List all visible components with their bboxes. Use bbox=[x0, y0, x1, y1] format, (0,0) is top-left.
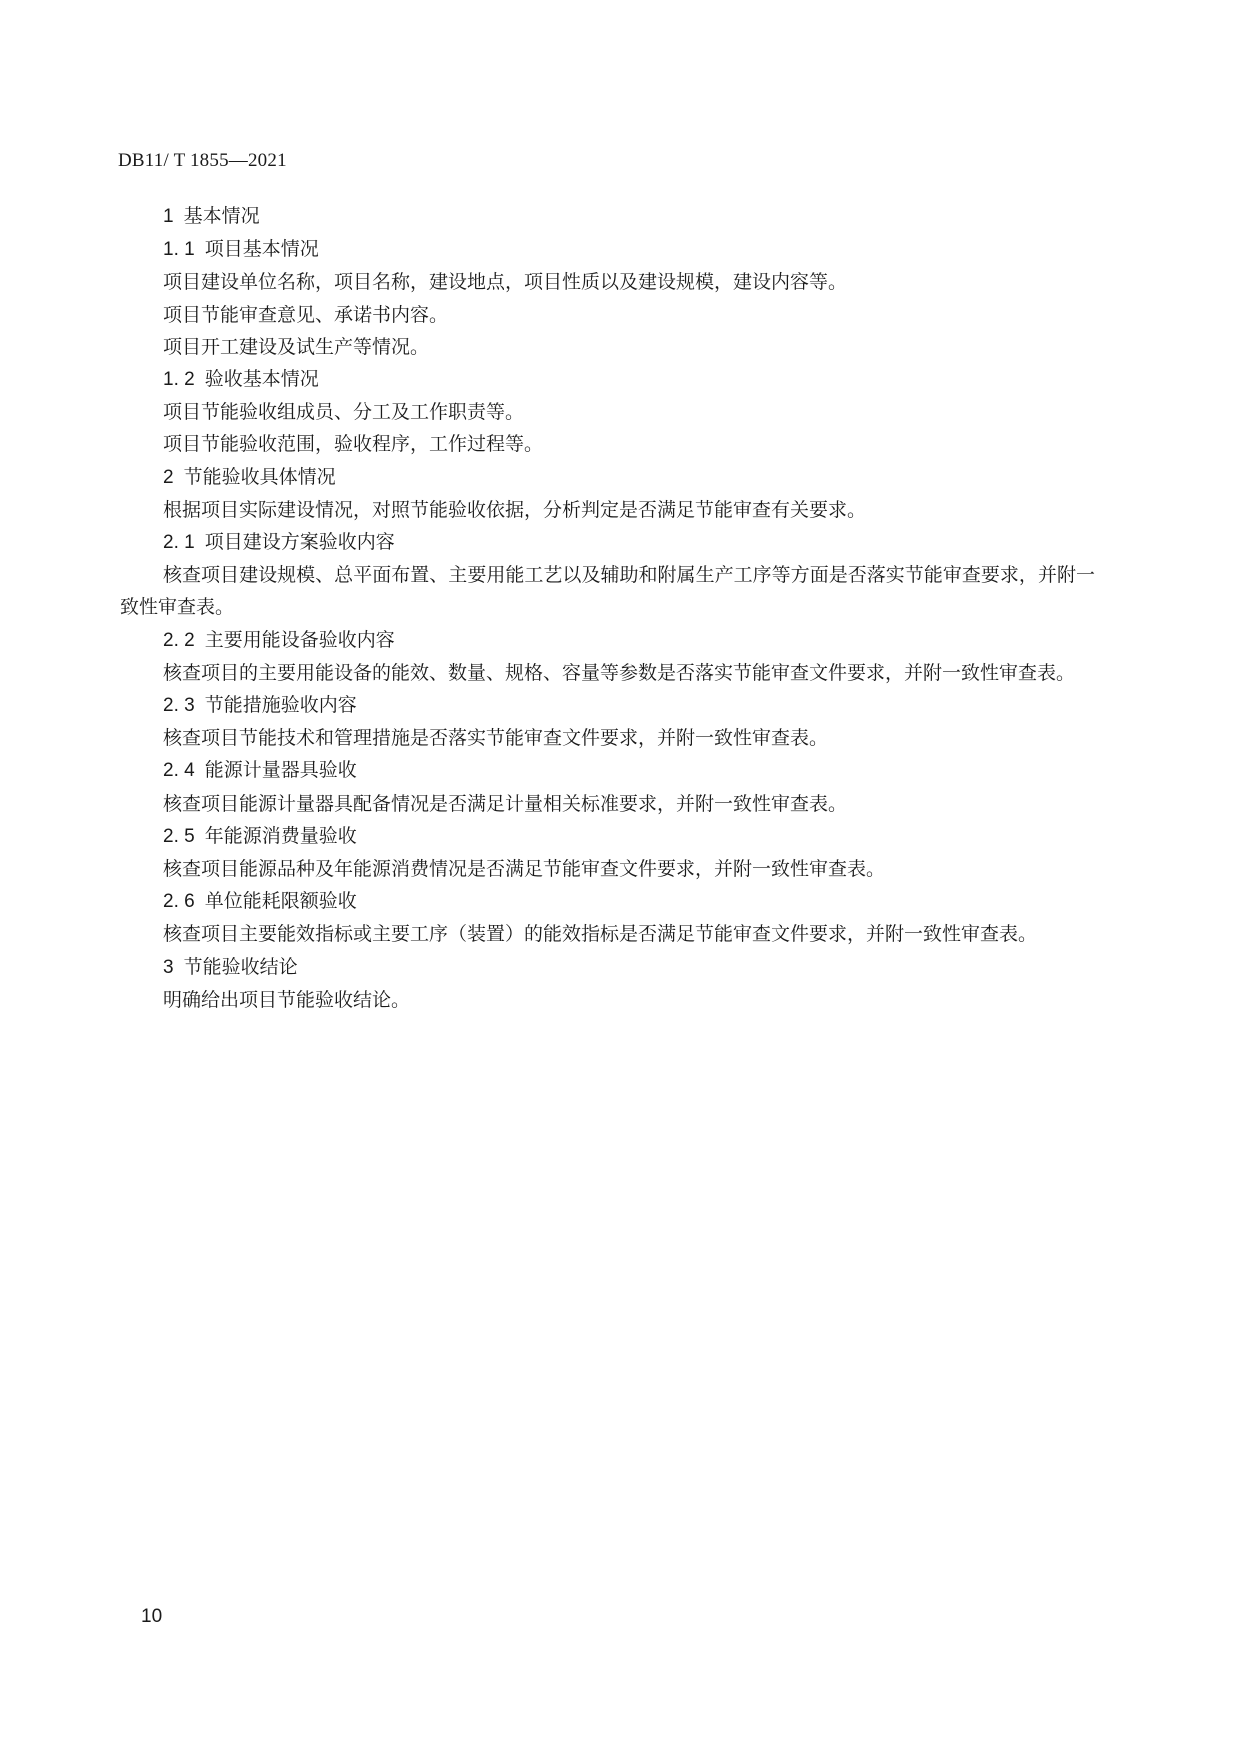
section-heading bbox=[120, 885, 1095, 918]
section-number: 2 bbox=[163, 466, 174, 488]
section-heading bbox=[120, 820, 1095, 853]
document-body bbox=[120, 200, 1095, 1016]
body-text: 项目开工建设及试生产等情况。 bbox=[163, 335, 430, 358]
section-heading bbox=[120, 624, 1095, 657]
section-title: 节能措施验收内容 bbox=[204, 694, 357, 717]
section-heading bbox=[120, 200, 1095, 233]
body-text: 核查项目能源计量器具配备情况是否满足计量相关标准要求，并附一致性审查表。 bbox=[163, 792, 848, 815]
body-paragraph: 核查项目的主要用能设备的能效、数量、规格、容量等参数是否落实节能审查文件要求，并附一致性审查表。 bbox=[163, 661, 1076, 684]
body-text: 项目节能验收组成员、分工及工作职责等。 bbox=[163, 401, 525, 424]
section-number: 2. 6 bbox=[163, 891, 195, 913]
section-heading bbox=[120, 233, 1095, 266]
section-title: 节能验收结论 bbox=[183, 955, 298, 978]
body-text: 项目节能验收范围，验收程序，工作过程等。 bbox=[163, 433, 544, 456]
body-text: 根据项目实际建设情况，对照节能验收依据，分析判定是否满足节能审查有关要求。 bbox=[163, 498, 867, 521]
section-title: 验收基本情况 bbox=[204, 368, 319, 391]
section-heading bbox=[120, 689, 1095, 722]
section-title: 项目建设方案验收内容 bbox=[204, 531, 395, 554]
section-heading bbox=[120, 461, 1095, 494]
section-heading bbox=[120, 951, 1095, 984]
body-text: 项目节能审查意见、承诺书内容。 bbox=[163, 303, 449, 326]
body-paragraph: 核查项目建设规模、总平面布置、主要用能工艺以及辅助和附属生产工序等方面是否落实节能审查要求，并附一致性审查表。 bbox=[120, 564, 1095, 619]
body-paragraph: 核查项目主要能效指标或主要工序（装置）的能效指标是否满足节能审查文件要求，并附一致性审查表。 bbox=[163, 923, 1038, 946]
body-text: 核查项目节能技术和管理措施是否落实节能审查文件要求，并附一致性审查表。 bbox=[163, 727, 829, 750]
section-number: 3 bbox=[163, 956, 174, 978]
section-number: 2. 2 bbox=[163, 629, 195, 651]
body-text: 明确给出项目节能验收结论。 bbox=[163, 988, 411, 1011]
standard-code: DB11/ T 1855—2021 bbox=[118, 150, 287, 171]
section-title: 主要用能设备验收内容 bbox=[204, 628, 395, 651]
section-title: 项目基本情况 bbox=[204, 238, 319, 261]
body-text: 核查项目能源品种及年能源消费情况是否满足节能审查文件要求，并附一致性审查表。 bbox=[163, 858, 886, 881]
section-title: 节能验收具体情况 bbox=[183, 465, 336, 488]
section-number: 2. 5 bbox=[163, 825, 195, 847]
section-title: 能源计量器具验收 bbox=[204, 759, 357, 782]
section-number: 2. 3 bbox=[163, 695, 195, 717]
section-title: 基本情况 bbox=[183, 205, 260, 227]
section-heading bbox=[120, 754, 1095, 787]
section-number: 1 bbox=[163, 206, 174, 227]
section-title: 年能源消费量验收 bbox=[204, 824, 357, 847]
section-number: 1. 1 bbox=[163, 239, 195, 261]
section-number: 2. 4 bbox=[163, 760, 195, 782]
section-number: 1. 2 bbox=[163, 369, 195, 391]
section-number: 2. 1 bbox=[163, 532, 195, 554]
page-number: 10 bbox=[141, 1606, 163, 1627]
section-title: 单位能耗限额验收 bbox=[204, 890, 357, 913]
body-text: 项目建设单位名称，项目名称，建设地点，项目性质以及建设规模，建设内容等。 bbox=[163, 271, 848, 294]
section-heading bbox=[120, 363, 1095, 396]
section-heading bbox=[120, 526, 1095, 559]
